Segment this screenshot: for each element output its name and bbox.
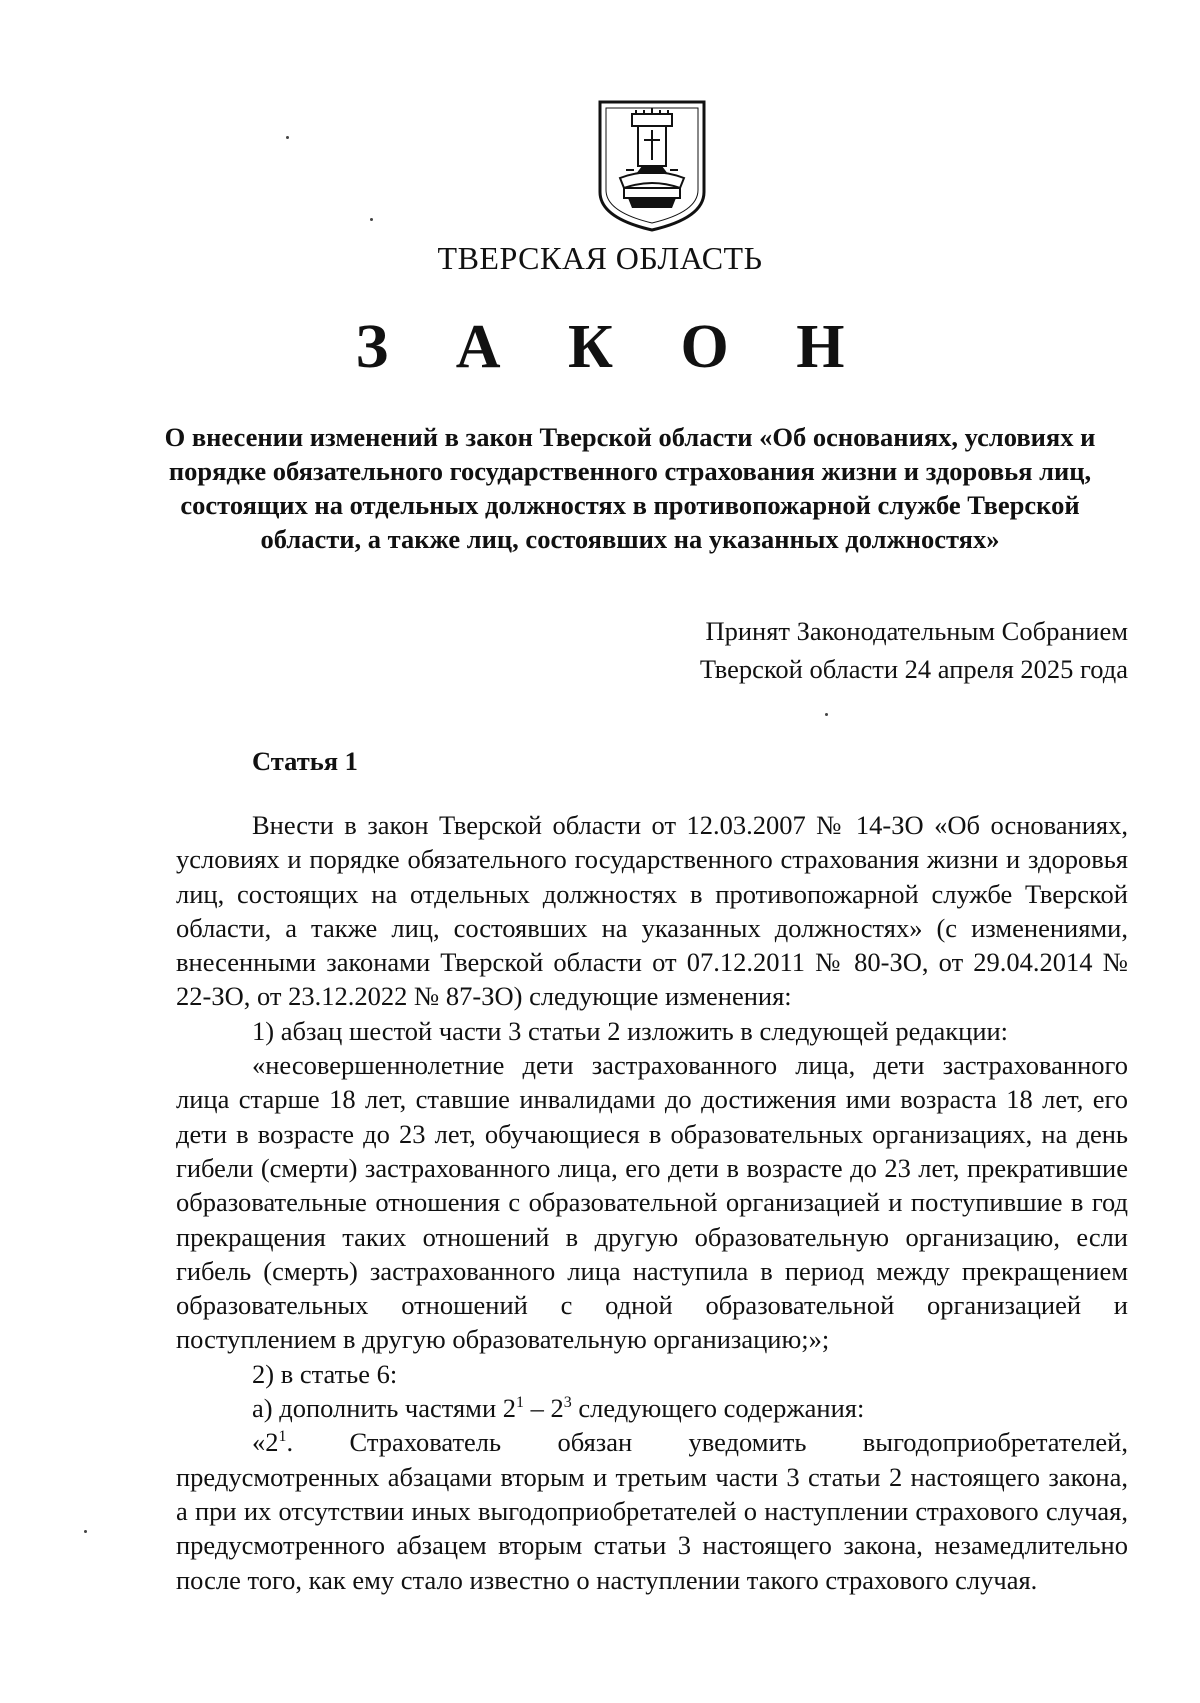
part-2-1-sup: 1 bbox=[278, 1428, 287, 1446]
item-2a-suffix: следующего содержания: bbox=[571, 1393, 865, 1424]
scan-speck bbox=[370, 218, 373, 221]
part-2-1-text: . Страхователь обязан уведомить выгодоприобретателей, предусмотренных абзацами вторым и третьим части 3 статьи 2 настоящего закона, а при их отсутствии иных выгодоприобретателей о наступлении страхового случая, предусмотренного абзацем вторым статьи 3 настоящего закона, незамедлительно после того, как ему стало известно о наступлении такого страхового случая. bbox=[176, 1427, 1128, 1595]
adoption-note bbox=[560, 612, 1128, 688]
item-2a-dash: – 2 bbox=[524, 1393, 564, 1424]
scan-speck bbox=[825, 713, 828, 716]
item-2a-sup-2: 3 bbox=[563, 1394, 572, 1412]
part-2-1-prefix: «2 bbox=[252, 1427, 279, 1458]
article-intro: Внести в закон Тверской области от 12.03.2007 № 14-ЗО «Об основаниях, условиях и порядке обязательного государственного страхования жизни и здоровья лиц, состоящих на отдельных должностях в противопожарной службе Тверской области, а также лиц, состоявших на указанных должностях» (с изменениями, внесенными законами Тверской области от 07.12.2011 № 80-ЗО, от 29.04.2014 № 22-ЗО, от 23.12.2022 № 87-ЗО) следующие изменения: bbox=[176, 810, 1128, 1012]
item-2a-prefix: а) дополнить частями 2 bbox=[252, 1393, 517, 1424]
scan-speck bbox=[84, 1530, 87, 1533]
item-1-text: «несовершеннолетние дети застрахованного лица, дети застрахованного лица старше 18 лет, ставшие инвалидами до достижения ими возраста 18 лет, его дети в возрасте до 23 лет, обучающиеся в образовательных организациях, на день гибели (смерти) застрахованного лица, его дети в возрасте до 23 лет, прекратившие образовательные отношения с образовательной организацией и поступившие в год прекращения таких отношений в другую образовательную организацию, если гибель (смерть) застрахованного лица наступила в период между прекращением образовательных отношений с одной образовательной организацией и поступлением в другую образовательную организацию;»; bbox=[176, 1050, 1128, 1355]
part-2-1 bbox=[176, 1425, 1128, 1596]
law-subject: О внесении изменений в закон Тверской области «Об основаниях, условиях и порядке обязательного государственного страхования жизни и здоровья лиц, состоящих на отдельных должностях в противопожарной службе Тверской области, а также лиц, состоявших на указанных должностях» bbox=[164, 422, 1096, 554]
article-heading: Статья 1 bbox=[252, 746, 358, 776]
item-1: 1) абзац шестой части 3 статьи 2 изложить в следующей редакции: bbox=[252, 1015, 1009, 1046]
law-title: З А К О Н bbox=[355, 313, 871, 381]
item-2a bbox=[176, 1391, 1128, 1425]
scan-speck bbox=[286, 136, 289, 139]
article-body bbox=[176, 808, 1128, 1597]
item-2a-sup-1: 1 bbox=[516, 1394, 525, 1412]
tver-coat-of-arms-icon bbox=[598, 100, 706, 232]
region-title: ТВЕРСКАЯ ОБЛАСТЬ bbox=[437, 240, 763, 276]
adoption-line-2: Тверской области 24 апреля 2025 года bbox=[699, 654, 1128, 684]
item-2: 2) в статье 6: bbox=[252, 1358, 398, 1389]
adoption-line-1: Принят Законодательным Собранием bbox=[705, 616, 1128, 646]
